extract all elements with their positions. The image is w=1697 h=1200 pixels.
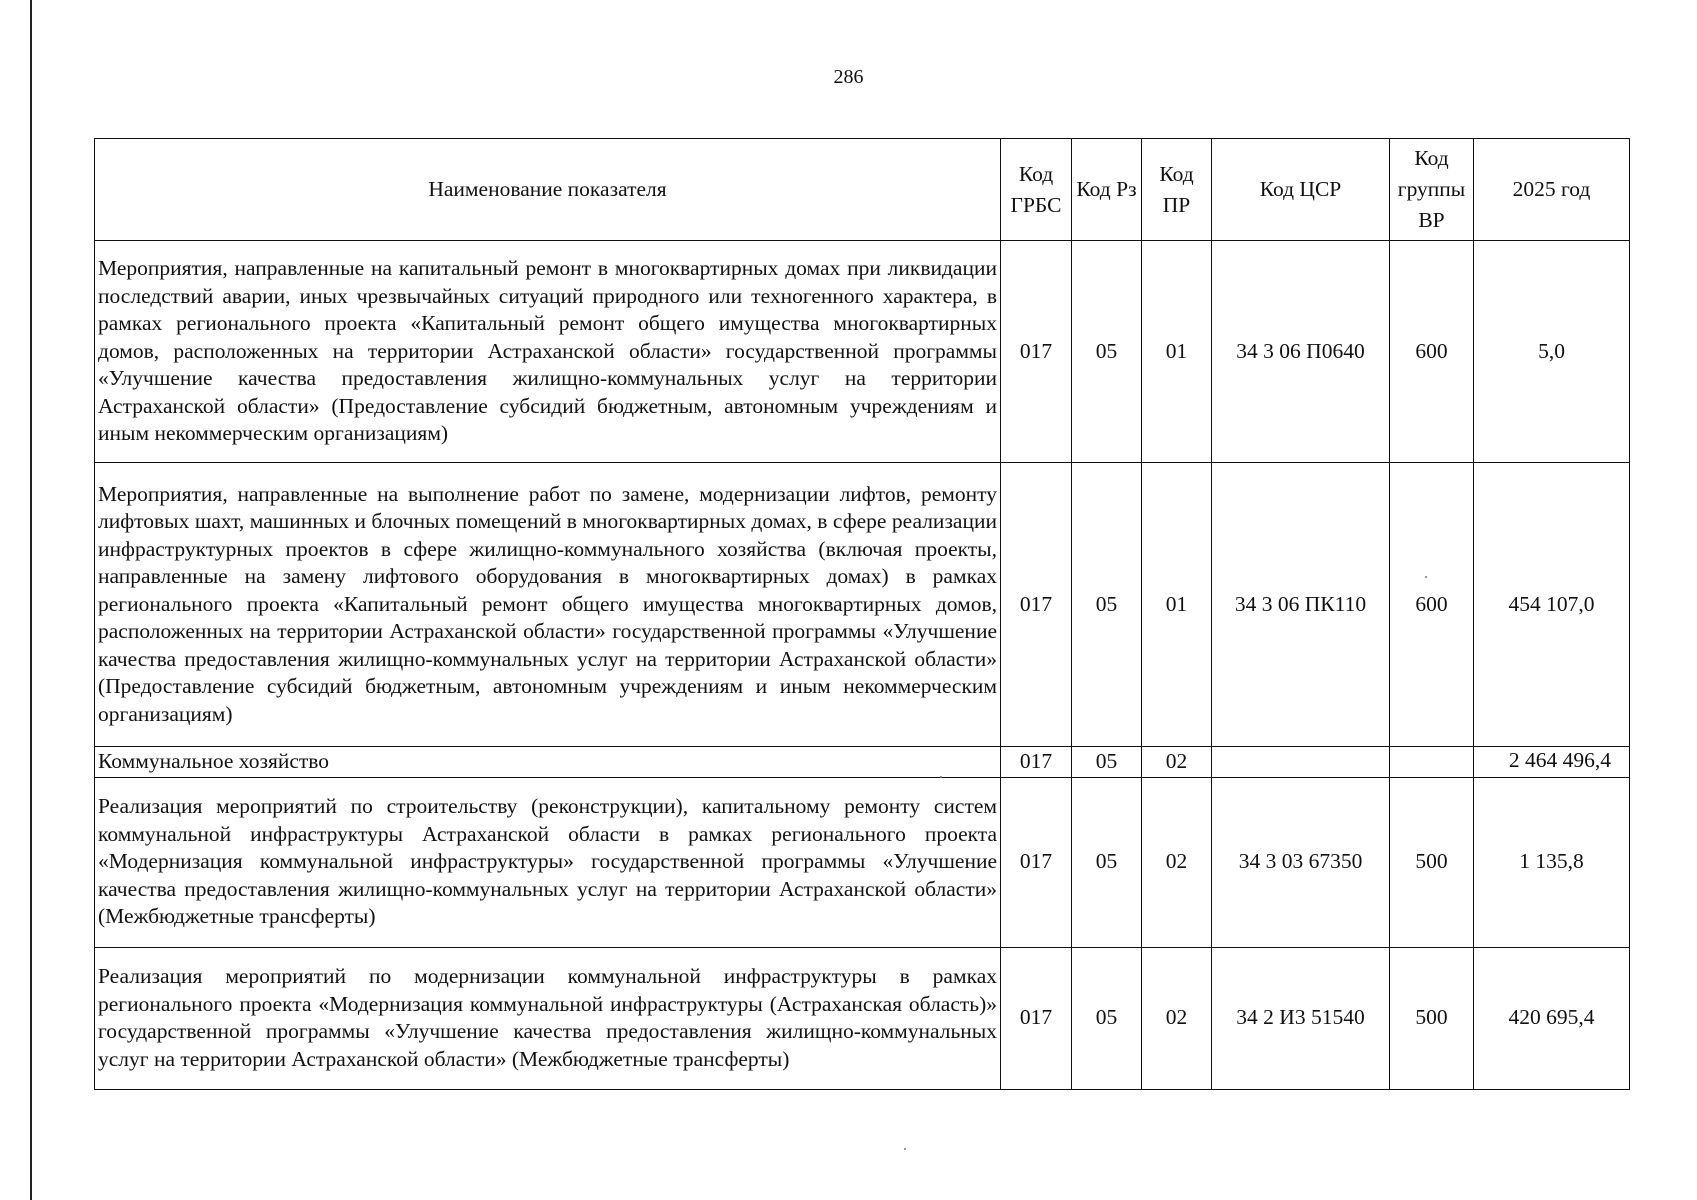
scan-speck (940, 776, 942, 778)
row-csr: 34 3 06 П0640 (1212, 241, 1390, 463)
row-amount: 420 695,4 (1474, 947, 1630, 1089)
table-row (95, 463, 1630, 747)
row-name: Реализация мероприятий по строительству (реконструкции), капитальному ремонту систем коммунальной инфраструктуры Астраханской области в рамках регионального проекта «Модернизация коммунальной инфраструктуры» государственной программы «Улучшение качества предоставления жилищно-коммунальных услуг на территории Астраханской области» (Межбюджетные трансферты) (95, 777, 1001, 947)
budget-table (94, 138, 1630, 1090)
row-grbs: 017 (1001, 241, 1072, 463)
row-amount: 5,0 (1474, 241, 1630, 463)
table-row (95, 241, 1630, 463)
row-vr: 600 (1390, 241, 1474, 463)
row-rz: 05 (1072, 463, 1142, 747)
row-pr: 02 (1142, 777, 1212, 947)
row-name: Мероприятия, направленные на капитальный ремонт в многоквартирных домах при ликвидации последствий аварии, иных чрезвычайных ситуаций природного или техногенного характера, в рамках регионального проекта «Капитальный ремонт общего имущества многоквартирных домов, расположенных на территории Астраханской области» государственной программы «Улучшение качества предоставления жилищно-коммунальных услуг на территории Астраханской области» (Предоставление субсидий бюджетным, автономным учреждениям и иным некоммерческим организациям) (95, 241, 1001, 463)
scan-speck (904, 1148, 906, 1150)
header-csr: Код ЦСР (1212, 139, 1390, 241)
row-grbs: 017 (1001, 777, 1072, 947)
row-rz: 05 (1072, 747, 1142, 778)
scan-speck (1425, 576, 1427, 578)
binding-margin-line (30, 0, 32, 1200)
row-csr: 34 3 06 ПК110 (1212, 463, 1390, 747)
row-rz: 05 (1072, 947, 1142, 1089)
table-row (95, 747, 1630, 778)
row-name: Мероприятия, направленные на выполнение работ по замене, модернизации лифтов, ремонту лифтовых шахт, машинных и блочных помещений в многоквартирных домах, в сфере реализации инфраструктурных проектов в сфере жилищно-коммунального хозяйства (включая проекты, направленные на замену лифтового оборудования в многоквартирных домах) в рамках регионального проекта «Капитальный ремонт общего имущества многоквартирных домов, расположенных на территории Астраханской области» государственной программы «Улучшение качества предоставления жилищно-коммунальных услуг на территории Астраханской области» (Предоставление субсидий бюджетным, автономным учреждениям и иным некоммерческим организациям) (95, 463, 1001, 747)
row-pr: 02 (1142, 747, 1212, 778)
row-name: Коммунальное хозяйство (95, 747, 1001, 778)
row-amount: 454 107,0 (1474, 463, 1630, 747)
row-rz: 05 (1072, 241, 1142, 463)
row-amount: 1 135,8 (1474, 777, 1630, 947)
row-grbs: 017 (1001, 747, 1072, 778)
row-vr: 500 (1390, 777, 1474, 947)
header-pr: Код ПР (1142, 139, 1212, 241)
page-number: 286 (833, 66, 864, 88)
header-vr: Код группы ВР (1390, 139, 1474, 241)
header-grbs: Код ГРБС (1001, 139, 1072, 241)
row-vr: 600 (1390, 463, 1474, 747)
header-name: Наименование показателя (95, 139, 1001, 241)
row-pr: 02 (1142, 947, 1212, 1089)
row-pr: 01 (1142, 241, 1212, 463)
header-rz: Код Рз (1072, 139, 1142, 241)
row-grbs: 017 (1001, 947, 1072, 1089)
row-vr (1390, 747, 1474, 778)
row-rz: 05 (1072, 777, 1142, 947)
row-csr: 34 2 И3 51540 (1212, 947, 1390, 1089)
row-name: Реализация мероприятий по модернизации коммунальной инфраструктуры в рамках регионального проекта «Модернизация коммунальной инфраструктуры (Астраханская область)» государственной программы «Улучшение качества предоставления жилищно-коммунальных услуг на территории Астраханской области» (Межбюджетные трансферты) (95, 947, 1001, 1089)
header-year: 2025 год (1474, 139, 1630, 241)
row-csr: 34 3 03 67350 (1212, 777, 1390, 947)
row-amount: 2 464 496,4 (1474, 747, 1630, 778)
row-grbs: 017 (1001, 463, 1072, 747)
table-header-row (95, 139, 1630, 241)
table-row (95, 777, 1630, 947)
row-vr: 500 (1390, 947, 1474, 1089)
row-pr: 01 (1142, 463, 1212, 747)
row-csr (1212, 747, 1390, 778)
table-row (95, 947, 1630, 1089)
